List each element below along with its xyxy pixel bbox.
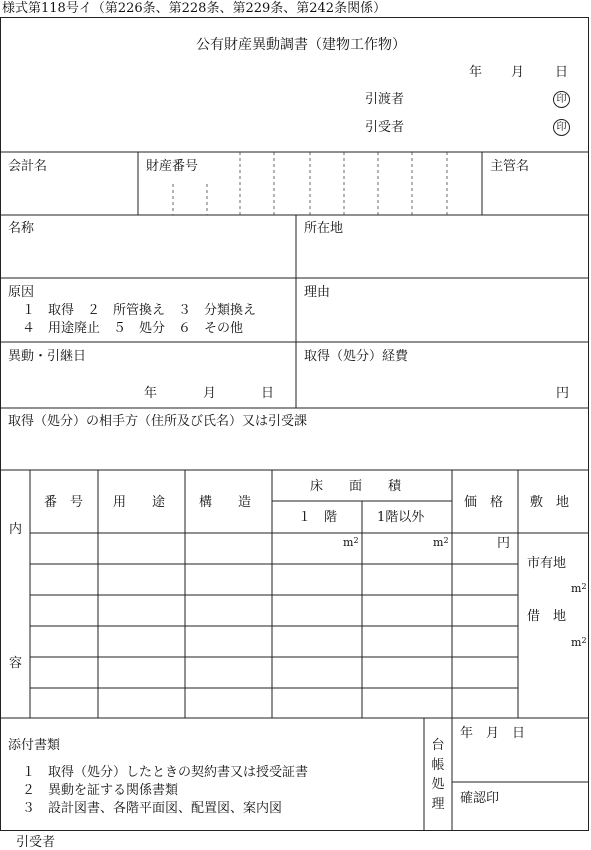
transfer-date-year: 年 bbox=[144, 386, 158, 401]
attachment-item-2: ２ 異動を証する関係書類 bbox=[22, 783, 179, 798]
transfer-date-day: 日 bbox=[261, 386, 275, 401]
name-label: 名称 bbox=[8, 221, 35, 236]
property-number-label: 財産番号 bbox=[146, 159, 199, 174]
footer-receiver-label: 引受者 bbox=[16, 835, 56, 850]
header-date-day: 日 bbox=[555, 65, 569, 80]
location-label: 所在地 bbox=[304, 221, 344, 236]
col-header-floor-area: 床 面 積 bbox=[310, 479, 402, 494]
contents-side-label-bottom: 容 bbox=[9, 656, 23, 671]
land-city-unit: $m^2$ bbox=[571, 582, 587, 595]
attachment-item-1: １ 取得（処分）したときの契約書又は授受証書 bbox=[22, 765, 309, 780]
col-header-floor1: １ 階 bbox=[298, 510, 338, 525]
accounting-name-label: 会計名 bbox=[8, 159, 48, 174]
floor-other-unit: $m^2$ bbox=[433, 536, 449, 549]
receiver-label: 引受者 bbox=[365, 120, 405, 135]
attachments-label: 添付書類 bbox=[8, 738, 61, 753]
transfer-date-label: 異動・引継日 bbox=[8, 349, 87, 364]
expense-yen-unit: 円 bbox=[556, 386, 570, 401]
transfer-date-month: 月 bbox=[203, 386, 217, 401]
counterparty-label: 取得（処分）の相手方（住所及び氏名）又は引受課 bbox=[8, 414, 308, 429]
cause-options-line1: １ 取得 ２ 所管換え ３ 分類換え bbox=[22, 303, 257, 318]
header-date-year: 年 bbox=[469, 65, 483, 80]
col-header-number: 番 号 bbox=[44, 495, 84, 510]
cause-label: 原因 bbox=[8, 285, 35, 300]
contents-side-label-top: 内 bbox=[9, 522, 23, 537]
transferor-label: 引渡者 bbox=[365, 92, 405, 107]
land-leased: 借 地 bbox=[527, 609, 567, 624]
col-header-use: 用 途 bbox=[113, 495, 166, 510]
expense-label: 取得（処分）経費 bbox=[304, 349, 409, 364]
price-unit: 円 bbox=[497, 536, 511, 551]
col-header-land: 敷 地 bbox=[530, 495, 570, 510]
manager-name-label: 主管名 bbox=[490, 159, 530, 174]
land-lease-unit: $m^2$ bbox=[571, 636, 587, 649]
col-header-price: 価 格 bbox=[464, 495, 504, 510]
attachment-item-3: ３ 設計図書、各階平面図、配置図、案内図 bbox=[22, 801, 283, 816]
receiver-seal-icon: 印 bbox=[553, 119, 570, 136]
cause-options-line2: ４ 用途廃止 ５ 処分 ６ その他 bbox=[22, 321, 244, 336]
header-date-month: 月 bbox=[511, 65, 525, 80]
transferor-seal-icon: 印 bbox=[553, 91, 570, 108]
ledger-processing-label: 台 帳 処 理 bbox=[431, 738, 445, 812]
land-city-owned: 市有地 bbox=[527, 556, 567, 571]
col-header-floor-other: 1階以外 bbox=[377, 510, 425, 525]
floor1-unit: $m^2$ bbox=[343, 536, 359, 549]
confirm-seal-label: 確認印 bbox=[460, 791, 500, 806]
col-header-structure: 構 造 bbox=[199, 495, 252, 510]
ledger-date: 年 月 日 bbox=[460, 726, 526, 741]
reason-label: 理由 bbox=[304, 285, 331, 300]
form-number: 様式第118号イ（第226条、第228条、第229条、第242条関係） bbox=[2, 1, 387, 16]
form-title: 公有財産異動調書（建物工作物） bbox=[196, 37, 406, 53]
